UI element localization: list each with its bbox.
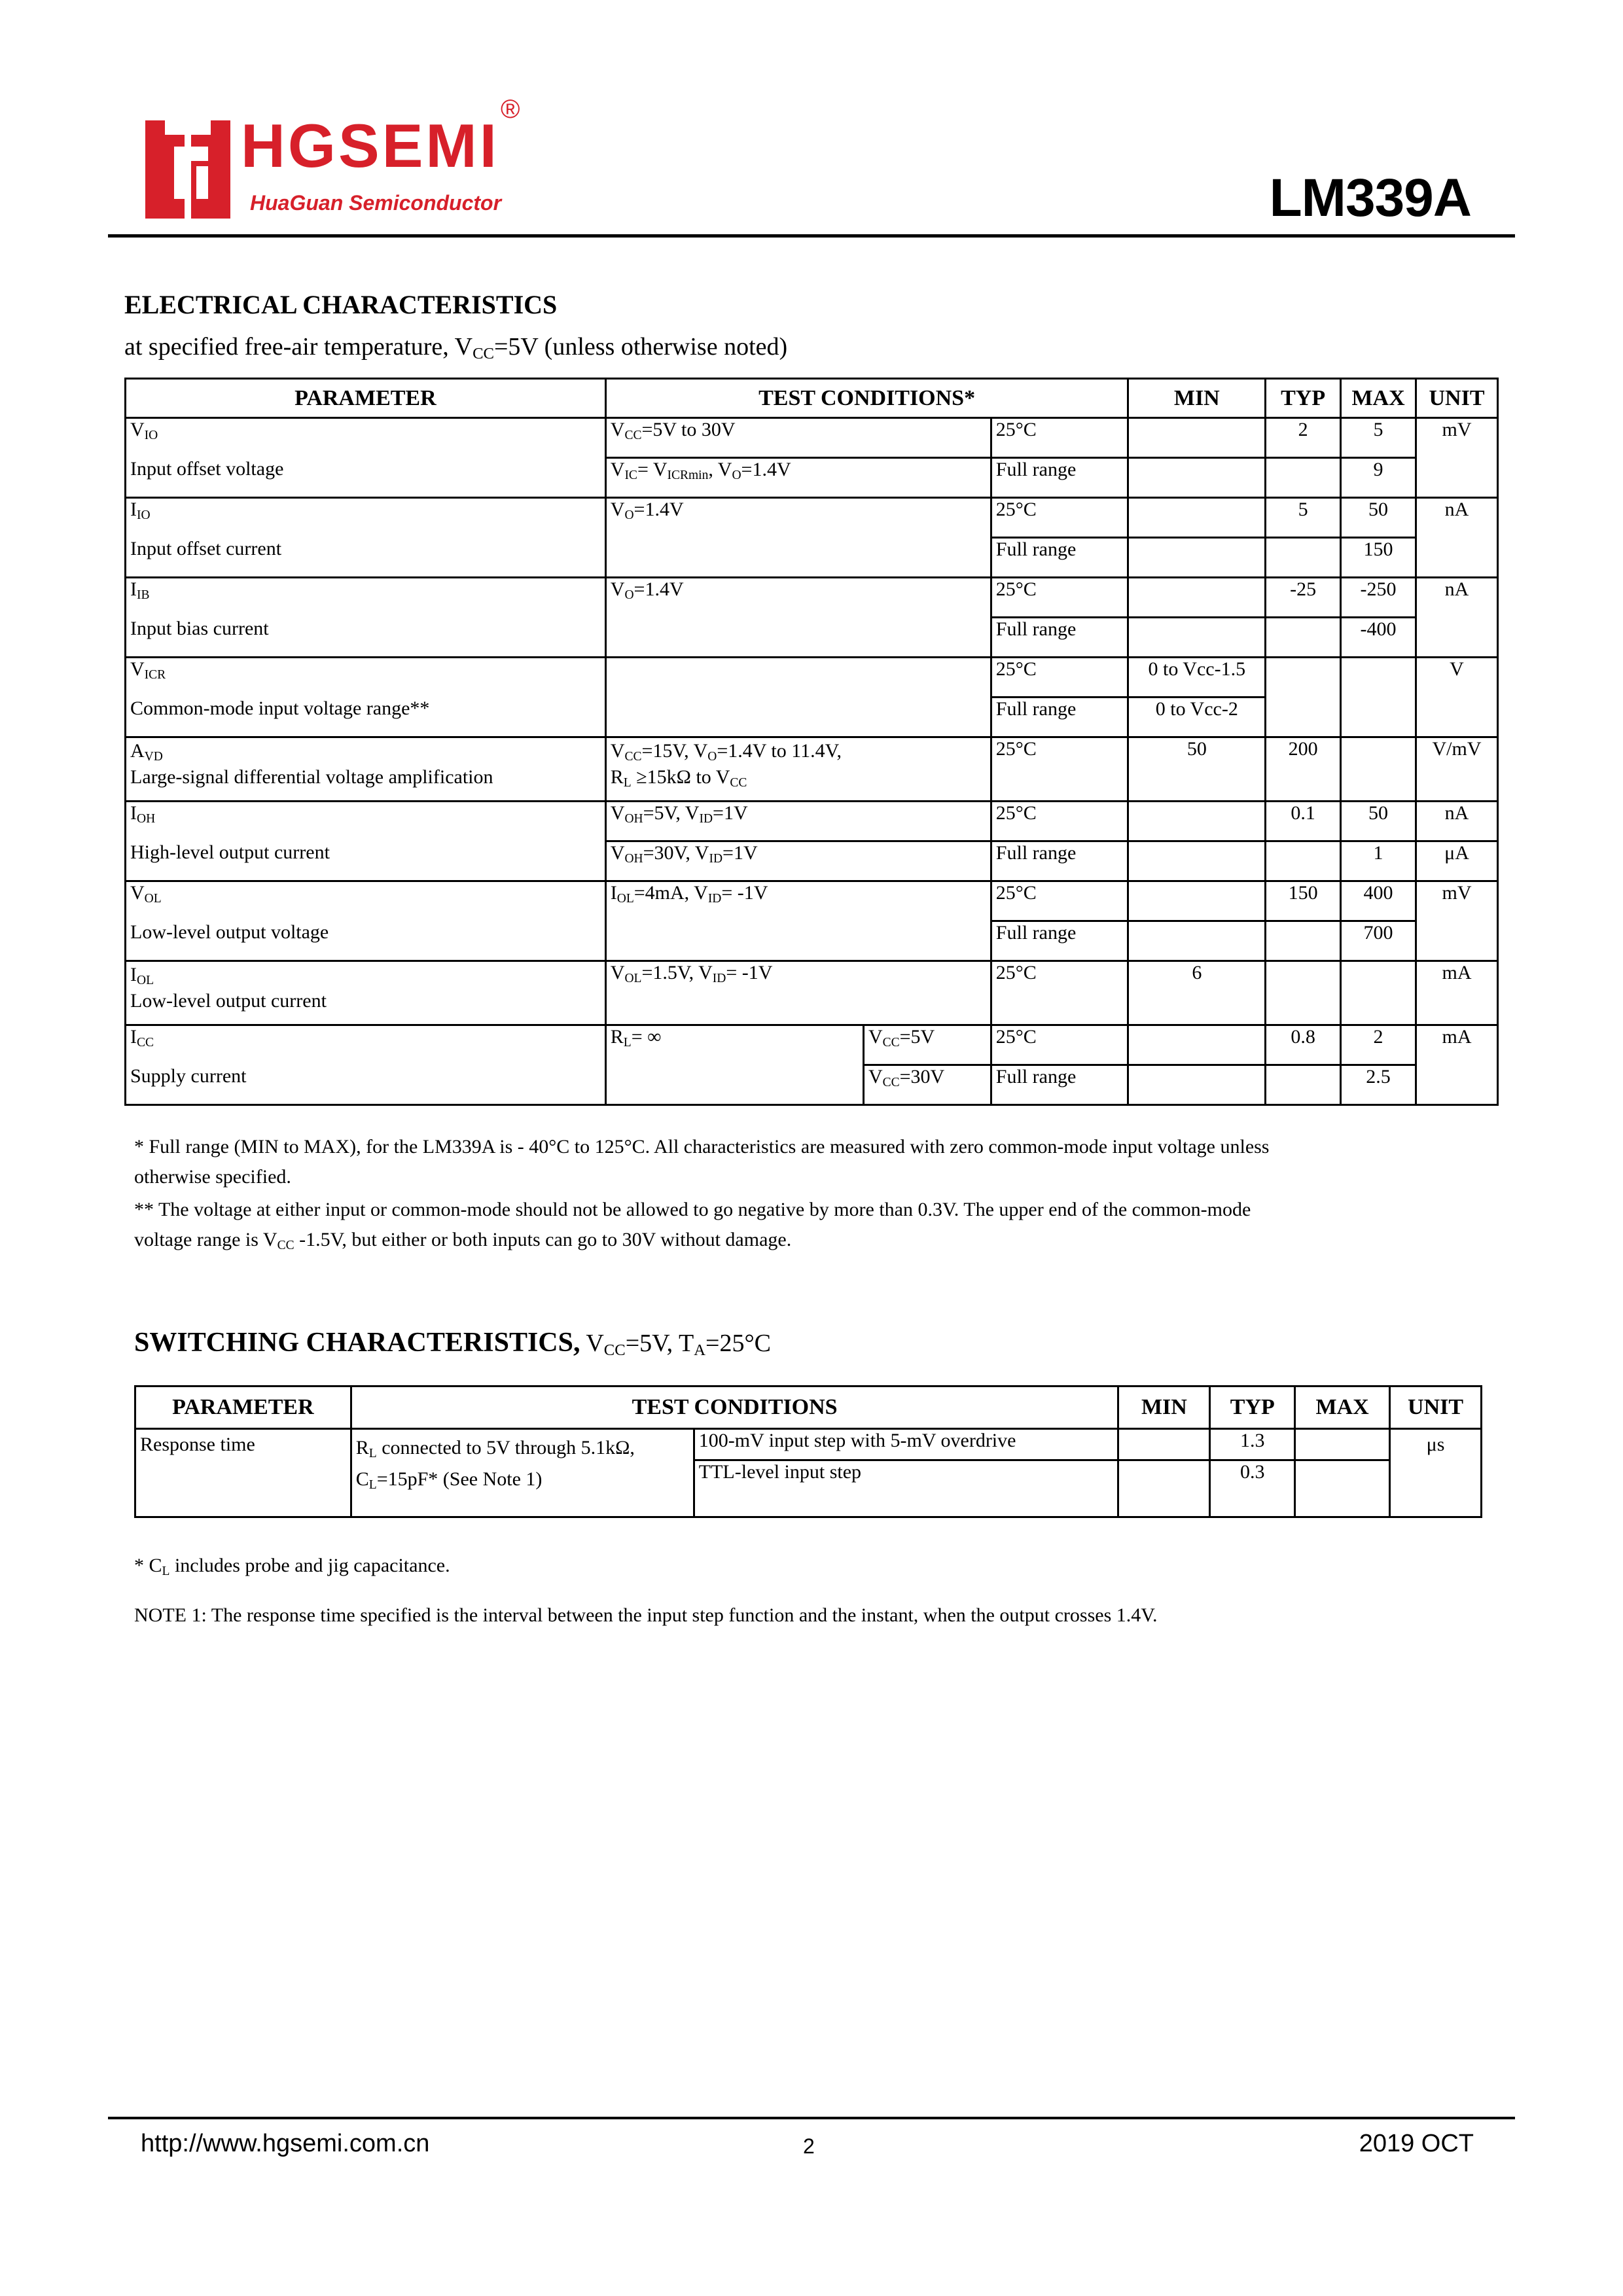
test-condition: $R_L$ connected to 5V through 5.1kΩ, $C_L=15pF*$ (See Note 1) bbox=[351, 1429, 694, 1517]
table-row bbox=[126, 1025, 1498, 1065]
max-value: 700 bbox=[1341, 921, 1416, 961]
temperature: Full range bbox=[991, 841, 1128, 881]
temperature: 25°C bbox=[991, 737, 1128, 802]
unit-value: μA bbox=[1416, 841, 1498, 881]
test-condition: $V_{IC}= V_{ICRmin}$, $V_O=1.4V$ bbox=[605, 458, 991, 498]
unit-value: mA bbox=[1416, 1025, 1498, 1105]
typ-value: 0.8 bbox=[1266, 1025, 1341, 1065]
param-name: Large-signal differential voltage amplification bbox=[130, 766, 493, 788]
table-header-row bbox=[126, 379, 1498, 418]
unit-value: mA bbox=[1416, 961, 1498, 1025]
table-row bbox=[126, 458, 1498, 498]
part-number: LM339A bbox=[1269, 168, 1471, 228]
max-value: 2 bbox=[1341, 1025, 1416, 1065]
param-name: Low-level output current bbox=[130, 990, 327, 1012]
temperature: Full range bbox=[991, 921, 1128, 961]
temperature: 25°C bbox=[991, 1025, 1128, 1065]
max-value: 1 bbox=[1341, 841, 1416, 881]
header-max: MAX bbox=[1341, 379, 1416, 418]
electrical-subtitle: at specified free-air temperature, $V_{CC}=5V$ (unless otherwise noted) bbox=[124, 333, 788, 363]
header-min: MIN bbox=[1118, 1386, 1210, 1429]
footer-rule bbox=[108, 2117, 1515, 2119]
header-typ: TYP bbox=[1266, 379, 1341, 418]
temperature: 25°C bbox=[991, 802, 1128, 841]
temperature: 25°C bbox=[991, 658, 1128, 698]
typ-value: 2 bbox=[1266, 418, 1341, 458]
test-condition: $V_{CC}=15V$, $V_O=1.4V$ to 11.4V, $R_L \ge 15k\Omega$ to $V_{CC}$ bbox=[605, 737, 991, 802]
unit-value: V bbox=[1416, 658, 1498, 737]
input-step-condition: 100-mV input step with 5-mV overdrive bbox=[694, 1429, 1118, 1460]
max-value: 2.5 bbox=[1341, 1065, 1416, 1105]
param-name: Low-level output voltage bbox=[126, 921, 606, 961]
note-response-time: NOTE 1: The response time specified is the interval between the input step function and the instant, when the output crosses 1.4V. bbox=[134, 1604, 1158, 1626]
param-name: Common-mode input voltage range** bbox=[126, 698, 606, 737]
input-step-condition: TTL-level input step bbox=[694, 1460, 1118, 1517]
unit-value: V/mV bbox=[1416, 737, 1498, 802]
unit-value: nA bbox=[1416, 498, 1498, 578]
param-name: Input offset voltage bbox=[126, 458, 606, 498]
temperature: Full range bbox=[991, 458, 1128, 498]
param-symbol: $I_{OH}$ bbox=[126, 802, 606, 841]
typ-value: 150 bbox=[1266, 881, 1341, 921]
registered-mark: ® bbox=[501, 95, 520, 124]
param-symbol: $I_{IB}$ bbox=[126, 578, 606, 618]
test-condition: $V_{OH}=30V$, $V_{ID}=1V$ bbox=[605, 841, 991, 881]
note-common-mode: ** The voltage at either input or common-mode should not be allowed to go negative by more than 0.3V. The upper end of the common-mode voltage range is $V_{CC}$ -1.5V, but either or both inputs can go to 30V without damage. bbox=[134, 1199, 1251, 1252]
header-test-conditions: TEST CONDITIONS* bbox=[605, 379, 1128, 418]
temperature: 25°C bbox=[991, 881, 1128, 921]
typ-value: 200 bbox=[1266, 737, 1341, 802]
typ-value: 5 bbox=[1266, 498, 1341, 538]
max-value: 150 bbox=[1341, 538, 1416, 578]
brand-subtitle: HuaGuan Semiconductor bbox=[250, 191, 502, 215]
supply-condition: $V_{CC}=30V$ bbox=[863, 1065, 991, 1105]
param-symbol: $V_{IO}$ bbox=[126, 418, 606, 458]
table-row bbox=[126, 658, 1498, 698]
test-condition: $V_O=1.4V$ bbox=[605, 498, 991, 578]
temperature: Full range bbox=[991, 1065, 1128, 1105]
param-name: Input offset current bbox=[126, 538, 606, 578]
temperature: Full range bbox=[991, 618, 1128, 658]
logo-mark bbox=[145, 115, 237, 220]
max-value: 9 bbox=[1341, 458, 1416, 498]
test-condition: $R_L=$ ∞ bbox=[605, 1025, 863, 1105]
param-symbol: $A_{VD}$ bbox=[130, 740, 163, 764]
unit-value: nA bbox=[1416, 802, 1498, 841]
typ-value: -25 bbox=[1266, 578, 1341, 618]
min-value: 50 bbox=[1128, 737, 1266, 802]
test-condition: $V_{CC}=5V$ to 30V bbox=[605, 418, 991, 458]
temperature: Full range bbox=[991, 698, 1128, 737]
table-row bbox=[126, 881, 1498, 921]
temperature: Full range bbox=[991, 538, 1128, 578]
switching-table bbox=[134, 1385, 1482, 1518]
param-name: Response time bbox=[135, 1429, 351, 1517]
max-value: -250 bbox=[1341, 578, 1416, 618]
param-cell bbox=[126, 961, 606, 1025]
table-row bbox=[126, 737, 1498, 802]
unit-value: nA bbox=[1416, 578, 1498, 658]
typ-value: 1.3 bbox=[1210, 1429, 1295, 1460]
table-header-row bbox=[135, 1386, 1482, 1429]
param-name: Input bias current bbox=[126, 618, 606, 658]
note-full-range: * Full range (MIN to MAX), for the LM339A is - 40°C to 125°C. All characteristics are measured with zero common-mode input voltage unless otherwise specified. bbox=[134, 1136, 1270, 1188]
electrical-table bbox=[124, 378, 1499, 1106]
param-symbol: $V_{ICR}$ bbox=[126, 658, 606, 698]
header-rule bbox=[108, 234, 1515, 238]
test-condition: $V_O=1.4V$ bbox=[605, 578, 991, 658]
unit-value: μs bbox=[1390, 1429, 1482, 1517]
max-value: 50 bbox=[1341, 498, 1416, 538]
page-number: 2 bbox=[803, 2134, 815, 2158]
header-parameter: PARAMETER bbox=[135, 1386, 351, 1429]
footer-url[interactable]: http://www.hgsemi.com.cn bbox=[141, 2130, 430, 2157]
temperature: 25°C bbox=[991, 498, 1128, 538]
min-value: 0 to Vcc-1.5 bbox=[1128, 658, 1266, 698]
switching-title: SWITCHING CHARACTERISTICS, $V_{CC}=5V$, $T_A=25^\circ C$ bbox=[134, 1328, 772, 1360]
param-symbol: $I_{IO}$ bbox=[126, 498, 606, 538]
max-value: -400 bbox=[1341, 618, 1416, 658]
max-value: 50 bbox=[1341, 802, 1416, 841]
typ-value: 0.3 bbox=[1210, 1460, 1295, 1517]
header-typ: TYP bbox=[1210, 1386, 1295, 1429]
param-name: High-level output current bbox=[126, 841, 606, 881]
header-test-conditions: TEST CONDITIONS bbox=[351, 1386, 1118, 1429]
temperature: 25°C bbox=[991, 578, 1128, 618]
table-row bbox=[126, 961, 1498, 1025]
param-symbol: $I_{CC}$ bbox=[126, 1025, 606, 1065]
header-parameter: PARAMETER bbox=[126, 379, 606, 418]
typ-value: 0.1 bbox=[1266, 802, 1341, 841]
min-value: 0 to Vcc-2 bbox=[1128, 698, 1266, 737]
unit-value: mV bbox=[1416, 418, 1498, 498]
header-max: MAX bbox=[1295, 1386, 1390, 1429]
table-row bbox=[126, 418, 1498, 458]
test-condition: $I_{OL}=4mA$, $V_{ID}= -1V$ bbox=[605, 881, 991, 961]
max-value: 5 bbox=[1341, 418, 1416, 458]
table-row bbox=[135, 1429, 1482, 1460]
supply-condition: $V_{CC}=5V$ bbox=[863, 1025, 991, 1065]
brand-name: HGSEMI bbox=[241, 111, 499, 180]
unit-value: mV bbox=[1416, 881, 1498, 961]
test-condition: $V_{OL}=1.5V$, $V_{ID}= -1V$ bbox=[605, 961, 991, 1025]
header-unit: UNIT bbox=[1390, 1386, 1482, 1429]
test-condition: $V_{OH}=5V$, $V_{ID}=1V$ bbox=[605, 802, 991, 841]
header-unit: UNIT bbox=[1416, 379, 1498, 418]
electrical-title: ELECTRICAL CHARACTERISTICS bbox=[124, 290, 558, 319]
footer-date: 2019 OCT bbox=[1359, 2130, 1474, 2157]
note-cl: * $C_L$ includes probe and jig capacitance. bbox=[134, 1555, 450, 1578]
table-row bbox=[126, 578, 1498, 618]
temperature: 25°C bbox=[991, 961, 1128, 1025]
max-value: 400 bbox=[1341, 881, 1416, 921]
param-symbol: $V_{OL}$ bbox=[126, 881, 606, 921]
param-name: Supply current bbox=[126, 1065, 606, 1105]
table-row bbox=[126, 802, 1498, 841]
table-row bbox=[126, 841, 1498, 881]
header-min: MIN bbox=[1128, 379, 1266, 418]
param-symbol: $I_{OL}$ bbox=[130, 964, 154, 987]
temperature: 25°C bbox=[991, 418, 1128, 458]
table-row bbox=[126, 498, 1498, 538]
min-value: 6 bbox=[1128, 961, 1266, 1025]
param-cell bbox=[126, 737, 606, 802]
